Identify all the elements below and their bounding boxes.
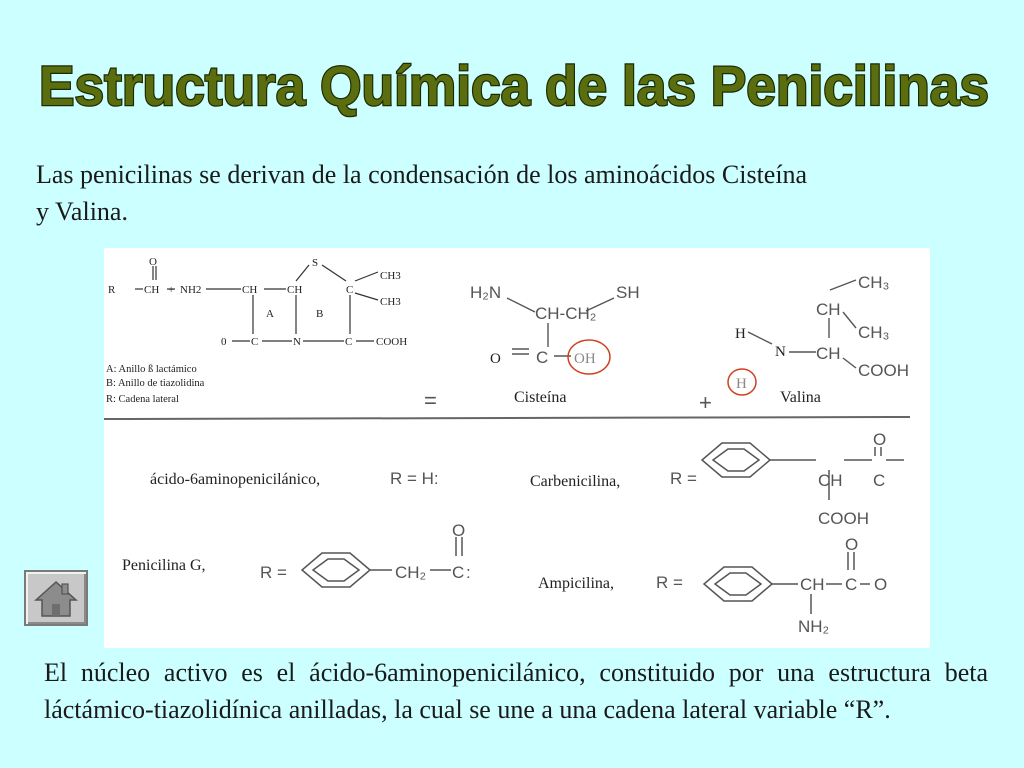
- amp-atom-nh2: NH₂: [798, 617, 830, 636]
- compound-carb-formula: R =: [670, 469, 697, 488]
- amp-atom-o: O: [874, 575, 888, 594]
- val-atom-ch3a: CH₃: [858, 273, 890, 292]
- core-atom-c1: C: [346, 284, 354, 296]
- carb-atom-o: O: [873, 430, 887, 449]
- core-atom-n: N: [293, 336, 301, 348]
- home-button[interactable]: [24, 570, 88, 626]
- core-atom-r: R: [108, 284, 116, 296]
- core-atom-o-bottom: 0: [221, 336, 227, 348]
- plus-sign: +: [699, 390, 712, 415]
- amp-atom-c: C: [845, 575, 858, 594]
- chemical-structures-figure: [104, 248, 930, 648]
- core-ring-b: B: [316, 308, 324, 320]
- core-atom-nh2: NH2: [180, 284, 202, 296]
- val-atom-ch: CH: [816, 300, 841, 319]
- valine-label: Valina: [780, 389, 821, 406]
- core-atom-o-top: O: [149, 256, 157, 268]
- home-icon: [32, 576, 80, 620]
- core-atom-me2: CH3: [380, 296, 401, 308]
- compound-peng-formula: R =: [260, 563, 287, 582]
- amp-atom-ch: CH: [800, 575, 825, 594]
- legend-line-a: A: Anillo ß lactámico: [106, 364, 197, 375]
- slide-title: Estructura Química de las Penicilinas: [39, 54, 989, 117]
- compound-apa-formula: R = H:: [390, 469, 439, 488]
- val-atom-n: N: [775, 344, 786, 360]
- val-atom-h1: H: [735, 326, 746, 342]
- cysteine-label: Cisteína: [514, 389, 567, 406]
- core-atom-c3: C: [345, 336, 353, 348]
- compound-amp-formula: R =: [656, 573, 683, 592]
- core-atom-ch3: CH: [287, 284, 303, 296]
- core-atom-ch2: CH: [242, 284, 258, 296]
- core-plus: +: [168, 284, 175, 296]
- cys-atom-o: O: [490, 351, 501, 367]
- peng-benzene-ring: [302, 537, 465, 587]
- cys-atom-c: C: [536, 348, 549, 367]
- compound-apa-name: ácido-6aminopenicilánico,: [150, 471, 321, 488]
- val-atom-ch2: CH: [816, 344, 841, 363]
- carb-atom-c: C: [873, 471, 886, 490]
- legend-line-b: B: Anillo de tiazolidina: [106, 378, 205, 389]
- slide-title-block: [0, 50, 1024, 120]
- intro-paragraph: Las penicilinas se derivan de la condensación de los aminoácidos Cisteína y Valina.: [36, 160, 808, 226]
- equals-sign: =: [424, 388, 437, 413]
- val-atom-h2: H: [736, 376, 747, 392]
- peng-atom-c: C: [452, 563, 465, 582]
- legend-line-r: R: Cadena lateral: [106, 394, 179, 405]
- carb-atom-ch: CH: [818, 471, 843, 490]
- separator-line: [104, 417, 910, 419]
- core-atom-cooh: COOH: [376, 336, 408, 348]
- core-atom-s: S: [312, 257, 319, 269]
- compound-peng-name: Penicilina G,: [122, 557, 206, 574]
- core-bonds: [135, 265, 378, 341]
- amp-atom-o-top: O: [845, 535, 859, 554]
- core-atom-ch1: CH: [144, 284, 160, 296]
- cys-atom-chch2: CH-CH₂: [535, 304, 597, 323]
- cys-atom-oh: OH: [574, 351, 596, 367]
- cys-atom-sh: SH: [616, 283, 640, 302]
- structures-svg: [104, 248, 930, 648]
- val-atom-cooh: COOH: [858, 361, 909, 380]
- peng-atom-o: O: [452, 521, 466, 540]
- val-atom-ch3b: CH₃: [858, 323, 890, 342]
- compound-carb-name: Carbenicilina,: [530, 473, 621, 490]
- slide-title-graphic: [0, 50, 1024, 120]
- cys-atom-h2n: H₂N: [470, 283, 502, 302]
- peng-atom-ch2: CH₂: [395, 563, 427, 582]
- outro-paragraph: El núcleo activo es el ácido-6aminopenicilánico, constituido por una estructura beta láctámico-tiazolidínica anilladas, la cual se une a una cadena lateral variable “R”.: [44, 658, 988, 724]
- carb-atom-cooh: COOH: [818, 509, 869, 528]
- core-atom-c2: C: [251, 336, 259, 348]
- core-atom-me1: CH3: [380, 270, 401, 282]
- compound-amp-name: Ampicilina,: [538, 575, 614, 592]
- core-ring-a: A: [266, 308, 274, 320]
- peng-end-mark: :: [466, 563, 471, 582]
